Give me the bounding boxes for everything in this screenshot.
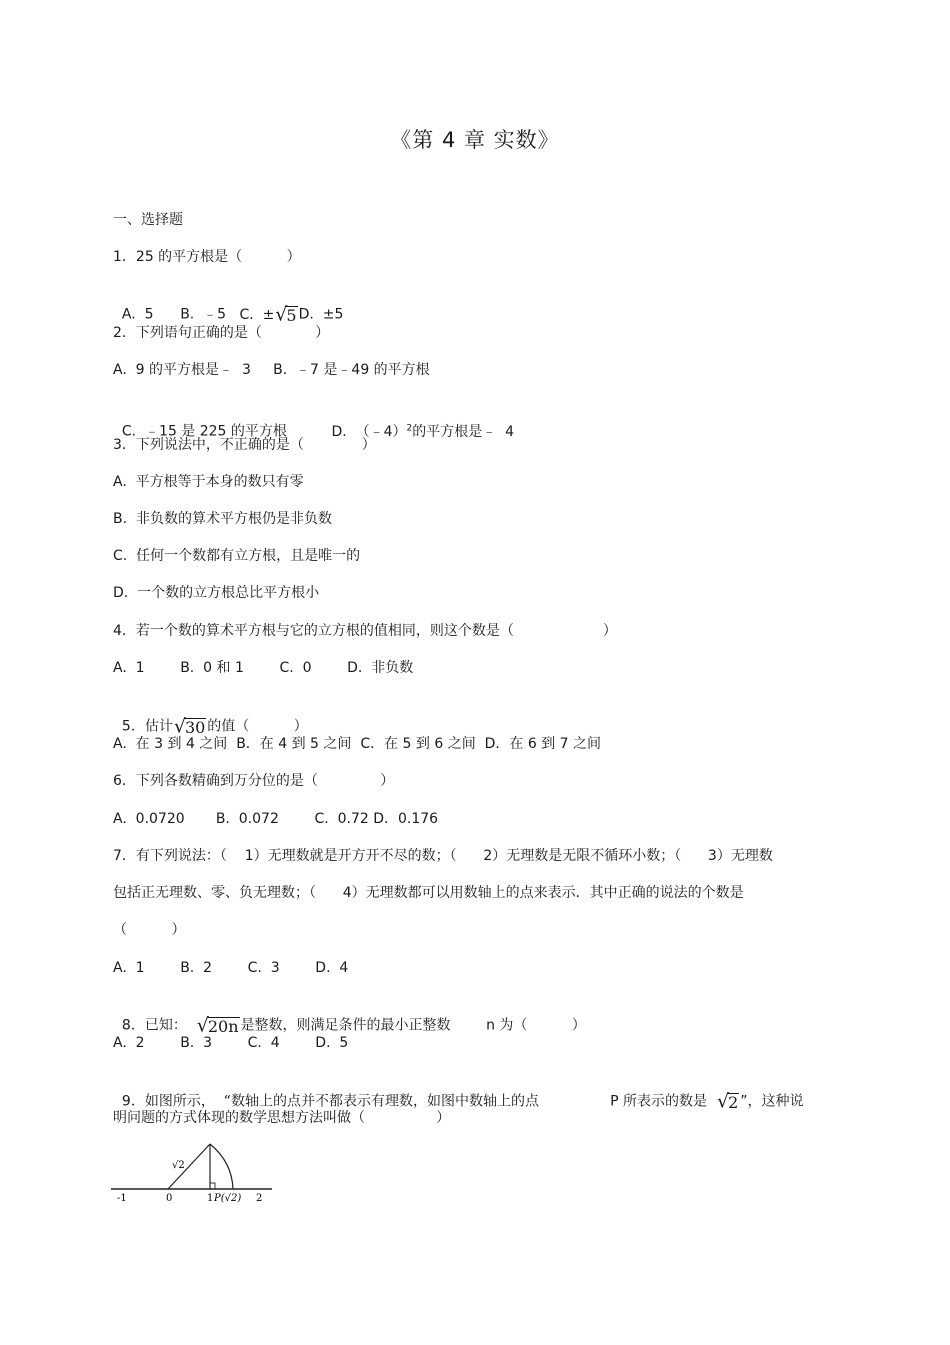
- section-heading: 一、选择题: [113, 212, 183, 228]
- question-7-line-1: 7．有下列说法：（ 1）无理数就是开方开不尽的数；（ 2）无理数是无限不循环小数；（ 3）无理数: [113, 848, 773, 864]
- question-6-options: A. 0.0720 B. 0.072 C. 0.72 D．0.176: [113, 811, 439, 827]
- question-8-options: A. 2 B. 3 C. 4 D. 5: [113, 1035, 349, 1051]
- question-3-option-c: C. 任何一个数都有立方根，且是唯一的: [113, 548, 361, 564]
- question-5-stem: 5．估计√30 的值（ ）: [121, 715, 308, 738]
- arc: [210, 1144, 233, 1189]
- tick-label-minus-1: -1: [117, 1193, 127, 1204]
- question-4-options: A. 1 B. 0 和 1 C. 0 D. 非负数: [113, 660, 414, 676]
- option-d: D. ±5: [298, 306, 344, 323]
- question-5-options: A. 在 3 到 4 之间 B．在 4 到 5 之间 C．在 5 到 6 之间 D．在 6 到 7 之间: [113, 736, 602, 752]
- question-7-line-3: （ ）: [113, 922, 186, 938]
- question-9-line-2: 明问题的方式体现的数学思想方法叫做（ ）: [113, 1110, 451, 1126]
- option-c: C. ±√5: [239, 303, 297, 326]
- option-d: D. （﹣4）$^2$的平方根是﹣ 4: [331, 423, 515, 440]
- question-3-option-d: D. 一个数的立方根总比平方根小: [113, 585, 320, 601]
- question-3-stem: 3．下列说法中，不正确的是（ ）: [113, 437, 376, 453]
- question-1-stem: 1．25 的平方根是（ ）: [113, 249, 301, 265]
- tick-label-0: 0: [166, 1193, 173, 1204]
- option-a: A. 5: [121, 306, 154, 323]
- tick-label-1: 1: [207, 1193, 214, 1204]
- option-c: C. ﹣15 是 225 的平方根: [121, 423, 287, 440]
- question-6-stem: 6．下列各数精确到万分位的是（ ）: [113, 773, 395, 789]
- question-3-option-b: B. 非负数的算术平方根仍是非负数: [113, 511, 332, 527]
- question-3-option-a: A. 平方根等于本身的数只有零: [113, 474, 304, 490]
- sqrt-2: √2: [716, 1090, 739, 1113]
- number-line-figure: [108, 1138, 278, 1208]
- question-2-stem: 2．下列语句正确的是（ ）: [113, 325, 330, 341]
- question-9-line-1: 9．如图所示， “数轴上的点并不都表示有理数，如图中数轴上的点 P 所表示的数是 √2 ”，这种说: [121, 1090, 804, 1113]
- option-b: B. ﹣5: [180, 306, 227, 323]
- question-4-stem: 4．若一个数的算术平方根与它的立方根的值相同，则这个数是（ ）: [113, 623, 617, 639]
- question-1-options: [113, 284, 343, 325]
- question-7-options: A. 1 B. 2 C. 3 D. 4: [113, 960, 349, 976]
- sqrt-20n: √20n: [196, 1014, 239, 1037]
- right-angle-mark: [210, 1183, 215, 1189]
- page-title: 《第 4 章 实数》: [390, 128, 560, 152]
- question-7-line-2: 包括正无理数、零、负无理数；（ 4）无理数都可以用数轴上的点来表示．其中正确的说法的个数是: [113, 885, 744, 901]
- point-label-p: P(√2): [214, 1193, 242, 1204]
- question-8-stem: 8．已知： √20n 是整数，则满足条件的最小正整数 n 为（ ）: [121, 1014, 586, 1037]
- tick-label-2: 2: [256, 1193, 263, 1204]
- hypotenuse-label: √2: [172, 1160, 185, 1171]
- question-2-options-ab: A. 9 的平方根是﹣ 3 B. ﹣7 是﹣49 的平方根: [113, 362, 430, 378]
- sqrt-5: √5: [275, 303, 297, 326]
- sqrt-30: √30: [173, 715, 206, 738]
